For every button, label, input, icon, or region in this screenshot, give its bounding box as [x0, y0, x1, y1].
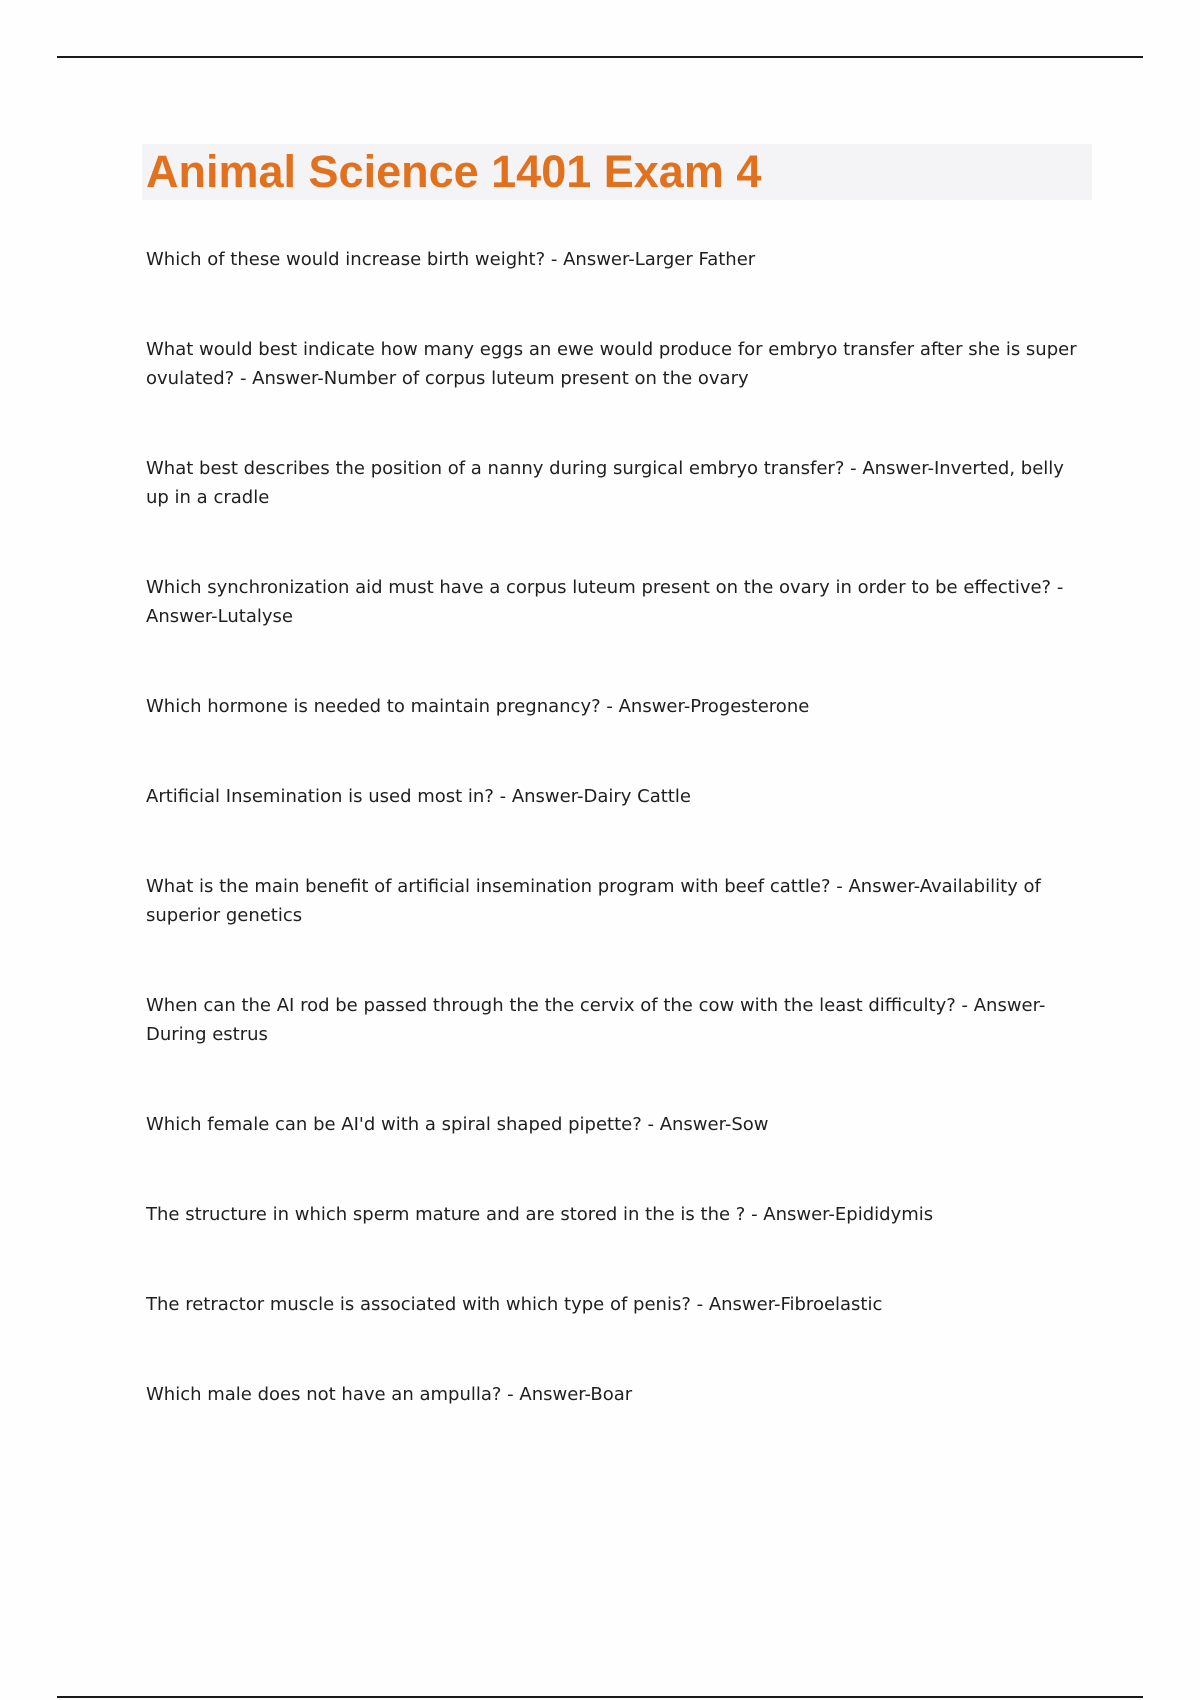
question-answer-item: The structure in which sperm mature and are stored in the is the ? - Answer-Epididymis: [146, 1204, 934, 1225]
question-answer-item: What is the main benefit of artificial insemination program with beef cattle? - Answer-Availability of superior genetics: [146, 876, 1041, 926]
top-divider: [57, 56, 1143, 58]
question-answer-item: Which synchronization aid must have a corpus luteum present on the ovary in order to be effective? - Answer-Lutalyse: [146, 577, 1064, 627]
bottom-divider: [57, 1696, 1143, 1698]
question-answer-item: The retractor muscle is associated with which type of penis? - Answer-Fibroelastic: [146, 1294, 883, 1315]
question-answer-item: When can the AI rod be passed through the the cervix of the cow with the least difficulty? - Answer-During estrus: [146, 995, 1046, 1045]
page-title: Animal Science 1401 Exam 4: [146, 146, 762, 197]
question-answer-item: Artificial Insemination is used most in? - Answer-Dairy Cattle: [146, 786, 691, 807]
question-answer-item: Which male does not have an ampulla? - Answer-Boar: [146, 1384, 633, 1405]
question-answer-item: Which female can be AI'd with a spiral shaped pipette? - Answer-Sow: [146, 1114, 769, 1135]
question-answer-item: What would best indicate how many eggs an ewe would produce for embryo transfer after she is super ovulated? - Answer-Number of corpus luteum present on the ovary: [146, 339, 1077, 389]
question-answer-item: Which of these would increase birth weight? - Answer-Larger Father: [146, 249, 756, 270]
question-answer-list: [146, 245, 1091, 1470]
question-answer-item: Which hormone is needed to maintain pregnancy? - Answer-Progesterone: [146, 696, 810, 717]
question-answer-item: What best describes the position of a nanny during surgical embryo transfer? - Answer-Inverted, belly up in a cradle: [146, 458, 1064, 508]
